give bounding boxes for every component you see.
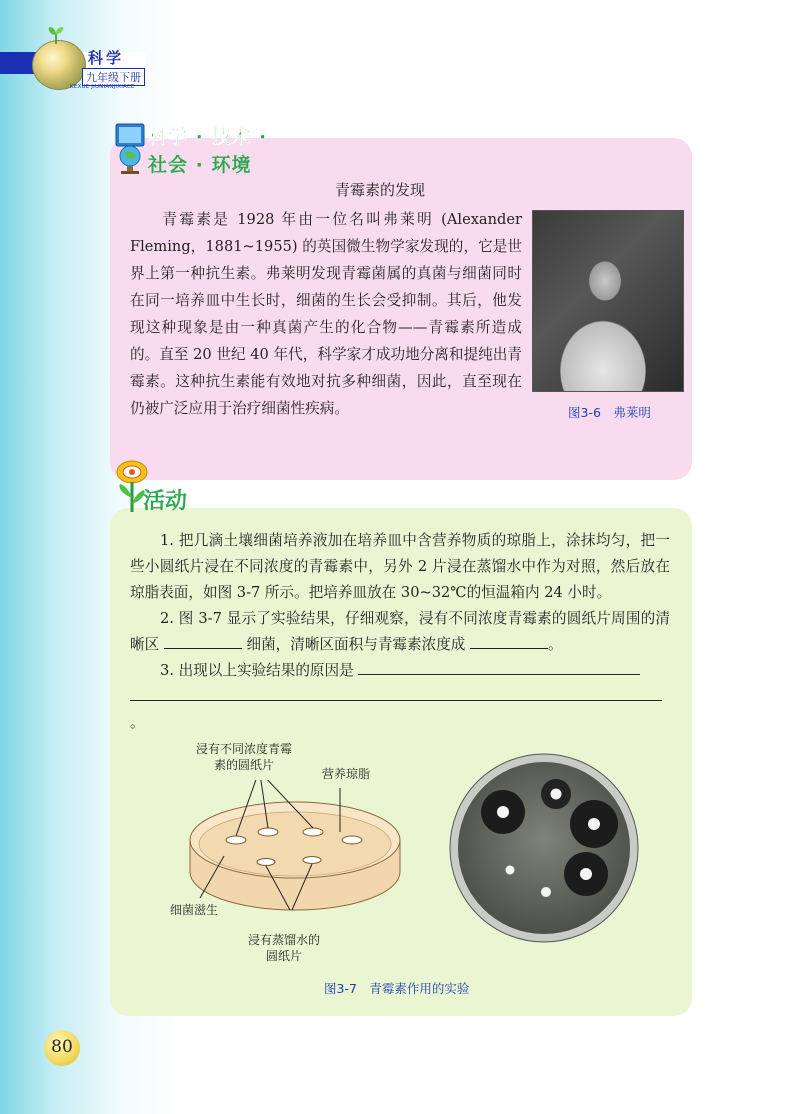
answer-blank-3-continued[interactable] xyxy=(130,684,662,701)
pinyin-label: KEXUE JIUNIANJIXIACE xyxy=(70,84,135,90)
grade-label: 九年级下册 xyxy=(82,68,145,86)
petri-dish-result-photo xyxy=(448,752,640,944)
fleming-photo xyxy=(532,210,684,392)
globe-computer-icon xyxy=(112,116,148,176)
article-text: 青霉素是 1928 年由一位名叫弗莱明 (Alexander Fleming，1881~1955) 的英国微生物学家发现的，它是世界上第一种抗生素。弗莱明发现青霉菌属的真菌与细菌同时在同一培养皿中生长时，细菌的生长会受抑制。其后，他发现这种现象是由一种真菌产生的化合物——青霉素所造成的。直至 20 世纪 40 年代，科学家才成功地分离和提纯出青霉素。这种抗生素能有效地对抗多种细菌，因此，直至现在仍被广泛应用于治疗细菌性疾病。 xyxy=(130,211,522,417)
label-nutrient-agar: 营养琼脂 xyxy=(322,767,371,781)
activity-step-1: 1. 把几滴土壤细菌培养液加在培养皿中含营养物质的琼脂上，涂抹均匀，把一些小圆纸片浸在不同浓度的青霉素中，另外 2 片浸在蒸馏水中作为对照，然后放在琼脂表面，如图 3-7 所示。把培养皿放在 30~32℃的恒温箱内 24 小时。 xyxy=(130,532,670,601)
label-water-discs: 浸有蒸馏水的 圆纸片 xyxy=(248,933,321,963)
photo-caption: 图3-6 弗莱明 xyxy=(568,405,651,420)
label-penicillin-discs: 浸有不同浓度青霉 素的圆纸片 xyxy=(196,742,293,772)
answer-blank-3[interactable] xyxy=(358,658,640,675)
sts-title-line2: 社会 · 环境 xyxy=(148,154,252,176)
activity-title: 活动 xyxy=(143,489,188,514)
subject-title: 科学 xyxy=(88,49,125,67)
article-title: 青霉素的发现 xyxy=(335,181,426,199)
globe-icon xyxy=(32,40,86,90)
answer-blank-1[interactable] xyxy=(164,632,242,649)
activity-step-3: 3. 出现以上实验结果的原因是 。 xyxy=(130,658,670,736)
activity-text xyxy=(130,528,670,736)
page-number-badge: 80 xyxy=(44,1030,80,1066)
sts-title-line1: 科学 · 技术 · xyxy=(148,126,268,148)
label-bacteria-growth: 细菌滋生 xyxy=(170,903,219,917)
figure-caption: 图3-7 青霉素作用的实验 xyxy=(324,981,470,996)
answer-blank-2[interactable] xyxy=(470,632,548,649)
activity-step-2: 2. 图 3-7 显示了实验结果，仔细观察，浸有不同浓度青霉素的圆纸片周围的清晰区 细菌，清晰区面积与青霉素浓度成 。 xyxy=(130,610,670,653)
sprout-icon xyxy=(46,26,66,44)
